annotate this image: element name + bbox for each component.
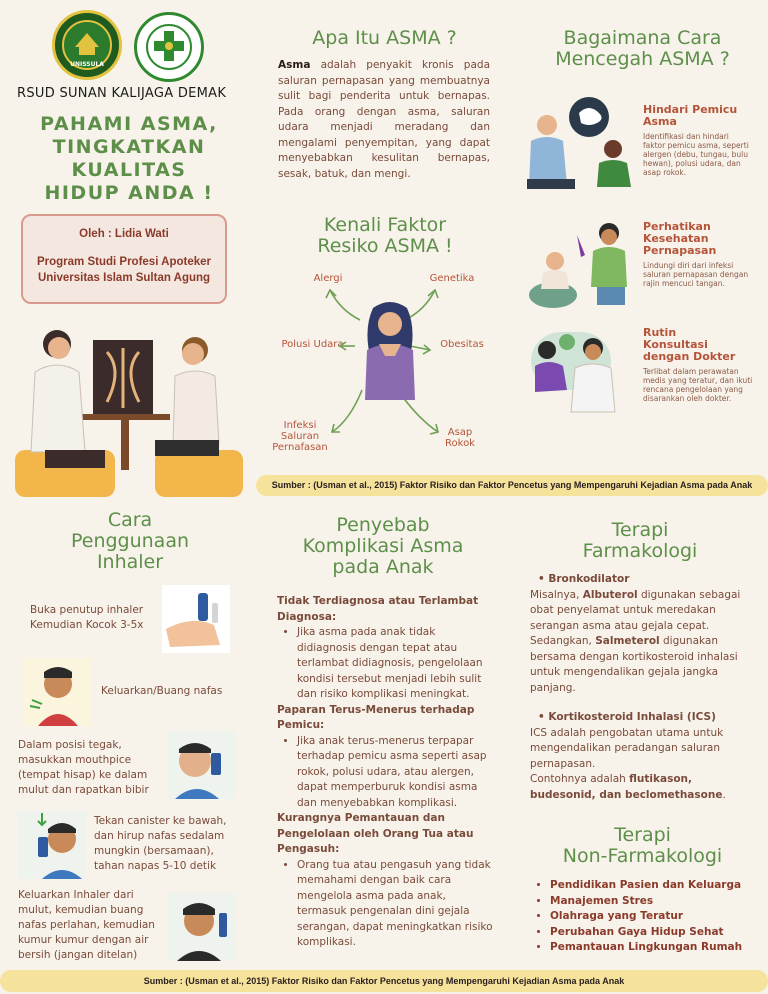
non-farmakologi-title [540, 825, 745, 867]
komplikasi-bullet: • Orang tua atau pengasuh yang tidak memahami dengan baik cara mengelola asma pada anak, termasuk pengenalan dini gejala serangan, dapat meningkatkan risiko komplikasi. [297, 858, 495, 951]
komplikasi-title-line: pada Anak [332, 556, 434, 578]
main-title-line: KUALITAS [71, 159, 187, 181]
prevention-title-line: Hindari Pemicu [643, 103, 738, 116]
mencegah-title-line: Mencegah ASMA ? [555, 48, 730, 70]
ics-example-part: . [722, 788, 726, 801]
komplikasi-list [277, 594, 495, 951]
mencegah-title [535, 28, 750, 70]
source-citation-top: Sumber : (Usman et al., 2015) Faktor Risiko dan Faktor Pencetus yang Mempengaruhi Kejadian Asma pada Anak [256, 475, 768, 496]
non-farmakologi-item: • Pendidikan Pasien dan Keluarga [550, 878, 762, 894]
author-box [21, 214, 227, 304]
main-title-line: PAHAMI ASMA, [40, 113, 218, 135]
prevention-desc: Terlibat dalam perawatan medis yang teratur, dan ikuti rencana pengelolaan yang disarankan oleh dokter. [643, 367, 753, 403]
inhaler-step-3: Dalam posisi tegak, masukkan mouthpice (tempat hisap) ke dalam mulut dan rapatkan bibir [18, 739, 149, 796]
program-name: Program Studi Profesi Apoteker [36, 256, 212, 268]
main-title [18, 113, 240, 205]
university-name: Universitas Islam Sultan Agung [37, 272, 211, 284]
apa-itu-lead: Asma [278, 59, 311, 71]
farmakologi-content [530, 572, 758, 803]
prevention-desc: Lindungi diri dari infeksi saluran pernapasan dengan rajin mencuci tangan. [643, 261, 749, 288]
inhaler-shake-illustration [162, 585, 230, 653]
bronkodilator-heading: • Bronkodilator [538, 573, 630, 585]
author-name: Oleh : Lidia Wati [79, 228, 169, 240]
prevention-title-line: Asma [643, 115, 677, 128]
inhaler-step-4: Tekan canister ke bawah, dan hirup nafas sedalam mungkin (bersamaan), tahan napas 5-10 detik [94, 815, 227, 872]
factor-obesitas: Obesitas [440, 339, 484, 350]
mouthpiece-illustration [167, 731, 235, 799]
inhaler-title-line: Cara [107, 509, 153, 531]
avoid-trigger-illustration [527, 95, 637, 195]
prevention-item [643, 104, 753, 177]
inhaler-step-1: Buka penutup inhaler Kemudian Kocok 3-5x [30, 604, 144, 631]
prevention-title-line: dengan Dokter [643, 350, 736, 363]
non-farmakologi-list [532, 878, 762, 956]
prevention-title [643, 327, 753, 363]
factor-infeksi-line: Saluran [280, 431, 320, 442]
respiratory-health-illustration [527, 215, 637, 310]
inhaler-step-2: Keluarkan/Buang nafas [101, 685, 223, 697]
inhaler-step-5: Keluarkan Inhaler dari mulut, kemudian buang nafas perlahan, kemudian kumur kumur dengan air bersih (jangan ditelan) [18, 889, 155, 961]
drug-albuterol: Albuterol [582, 588, 638, 601]
non-farmakologi-title-line: Terapi [614, 824, 671, 846]
ics-example [530, 772, 758, 803]
non-farmakologi-item: • Olahraga yang Teratur [550, 909, 762, 925]
doctor-patient-illustration [15, 322, 245, 497]
factor-asap-line: Rokok [445, 438, 475, 449]
doctor-consult-illustration [527, 322, 637, 417]
faktor-title-line: Kenali Faktor [323, 214, 447, 236]
komplikasi-heading: Tidak Terdiagnosa atau Terlambat Diagnosa: [277, 595, 479, 623]
bronkodilator-text-part: digunakan bersama dengan kortikosteroid inhalasi untuk mengendalikan gejala jangka panjang. [530, 635, 738, 694]
source-citation-bottom: Sumber : (Usman et al., 2015) Faktor Risiko dan Faktor Pencetus yang Mempengaruhi Kejadian Asma pada Anak [0, 970, 768, 992]
inhaler-title-line: Penggunaan [70, 530, 190, 552]
komplikasi-title-line: Penyebab [336, 514, 430, 536]
ics-text: ICS adalah pengobatan utama untuk mengendalikan peradangan saluran pernapasan. [530, 726, 724, 770]
komplikasi-bullet: • Jika asma pada anak tidak didiagnosis dengan tepat atau terlambat didiagnosis, pengelolaan kondisi tersebut menjadi lebih sulit dan risiko komplikasi meningkat. [297, 625, 495, 703]
prevention-title-line: Kesehatan [643, 232, 709, 245]
prevention-title [643, 104, 753, 128]
university-logo [52, 10, 122, 80]
inhaler-title [40, 510, 220, 573]
factor-alergi: Alergi [313, 273, 343, 284]
remove-inhaler-illustration [167, 893, 235, 961]
coughing-woman-illustration [355, 300, 425, 405]
prevention-title-line: Konsultasi [643, 338, 708, 351]
hospital-logo [134, 12, 204, 82]
factor-infeksi-line: Infeksi [283, 420, 317, 431]
bronkodilator-text [530, 588, 758, 697]
non-farmakologi-item: • Perubahan Gaya Hidup Sehat [550, 925, 762, 941]
prevention-title [643, 221, 753, 257]
ics-heading-text: Kortikosteroid Inhalasi (ICS) [548, 711, 716, 723]
ics-example-part: Contohnya adalah [530, 773, 630, 785]
non-farmakologi-item: • Pemantauan Lingkungan Rumah [550, 940, 762, 956]
prevention-item [643, 221, 753, 288]
hospital-name: RSUD SUNAN KALIJAGA DEMAK [17, 86, 227, 101]
bronkodilator-text-part: Misalnya, [530, 588, 583, 601]
prevention-item [643, 327, 753, 403]
bronkodilator-text-part: digunakan sebagai obat penyelamat untuk meredakan serangan asma atau gejala cepat. Sedangkan, [530, 588, 741, 647]
main-title-line: HIDUP ANDA ! [44, 182, 214, 204]
apa-itu-text [278, 58, 490, 182]
faktor-title-line: Resiko ASMA ! [317, 235, 453, 257]
university-logo-text: UNISSULA [70, 61, 104, 68]
factor-asap-line: Asap [447, 427, 473, 438]
main-title-line: TINGKATKAN [52, 136, 206, 158]
prevention-title-line: Rutin [643, 326, 677, 339]
prevention-desc: Identifikasi dan hindari faktor pemicu asma, seperti alergen (debu, tungau, bulu hewan), polusi udara, dan asap rokok. [643, 132, 749, 177]
factor-genetika: Genetika [429, 273, 475, 284]
farmakologi-title [540, 520, 740, 562]
prevention-title-line: Perhatikan [643, 220, 711, 233]
apa-itu-body: adalah penyakit kronis pada saluran pernapasan yang membuatnya sulit bagi penderita untuk bernapas. Pada orang dengan asma, saluran udara menjadi meradang dan mengalami penyempitan, yang dapat menyebabkan kesulitan bernapas, sesak, batuk, dan mengi. [278, 59, 490, 180]
mencegah-title-line: Bagaimana Cara [563, 27, 722, 49]
factor-polusi: Polusi Udara [281, 339, 344, 350]
inhaler-title-line: Inhaler [96, 551, 164, 573]
press-canister-illustration [18, 811, 86, 879]
apa-itu-title: Apa Itu ASMA ? [312, 27, 457, 49]
drug-salmeterol: Salmeterol [595, 635, 660, 647]
farmakologi-title-line: Farmakologi [582, 540, 698, 562]
non-farmakologi-title-line: Non-Farmakologi [562, 845, 723, 867]
non-farmakologi-item: • Manajemen Stres [550, 894, 762, 910]
bronkodilator-heading-text: Bronkodilator [548, 573, 630, 585]
prevention-title-line: Pernapasan [643, 244, 717, 257]
komplikasi-heading: Paparan Terus-Menerus terhadap Pemicu: [277, 703, 475, 731]
komplikasi-bullet: • Jika anak terus-menerus terpapar terhadap pemicu asma seperti asap rokok, polusi udara, atau alergen, dapat memperburuk kondisi asma dan menyebabkan komplikasi. [297, 734, 495, 812]
komplikasi-heading: Kurangnya Pemantauan dan Pengelolaan oleh Orang Tua atau Pengasuh: [277, 812, 474, 855]
komplikasi-title [278, 515, 488, 578]
komplikasi-title-line: Komplikasi Asma [302, 535, 464, 557]
exhale-illustration [24, 658, 92, 726]
factor-infeksi-line: Pernafasan [272, 442, 328, 453]
ics-heading: • Kortikosteroid Inhalasi (ICS) [538, 711, 716, 723]
farmakologi-title-line: Terapi [611, 519, 669, 541]
faktor-title [285, 215, 485, 257]
ics-drugs: flutikason, budesonid, dan beclomethasone [530, 773, 723, 801]
